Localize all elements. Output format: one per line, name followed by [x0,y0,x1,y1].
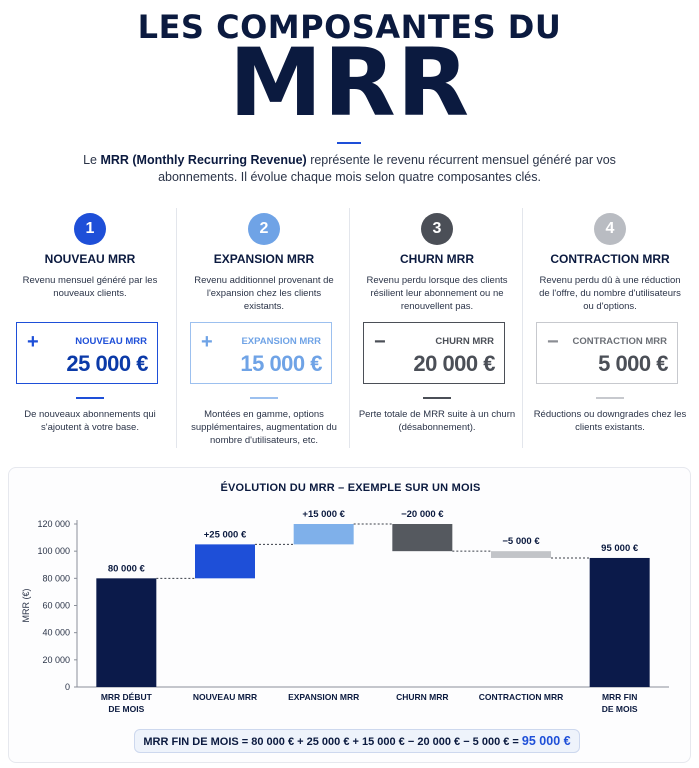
component-description: Revenu perdu dû à une réduction de l'offre, du nombre d'utilisateurs ou d'options. [539,275,681,312]
card-label: EXPANSION MRR [241,336,321,347]
card-accent-rule [423,397,451,399]
component-nouveau [3,208,177,448]
bar-churn-mrr [392,524,452,551]
data-label: −20 000 € [401,509,444,520]
component-title: CHURN MRR [400,252,474,266]
data-label: 95 000 € [601,542,639,554]
x-tick-label: DE MOIS [601,704,638,714]
plus-icon: + [27,331,39,353]
bar-contraction-mrr [491,551,551,558]
chart-panel [8,467,691,763]
card-label: CONTRACTION MRR [572,336,667,347]
x-tick-label: MRR FIN [601,692,638,702]
card-label: NOUVEAU MRR [75,336,147,347]
step-number-badge: 3 [421,213,453,245]
bar-mrr-d-but-de-mois [96,578,156,687]
value-card [16,322,158,384]
component-description: Revenu mensuel généré par les nouveaux clients. [22,275,158,299]
component-note: Perte totale de MRR suite à un churn (désabonnement). [358,409,516,433]
card-accent-rule [76,397,104,399]
x-tick-label: CONTRACTION MRR [478,692,564,702]
component-note: Montées en gamme, options supplémentaires, augmentation du nombre d'utilisateurs, etc. [191,409,337,446]
component-churn [349,208,523,448]
plus-icon: + [201,331,213,353]
step-number-badge: 4 [594,213,626,245]
component-title: CONTRACTION MRR [550,252,670,266]
data-label: −5 000 € [502,536,540,548]
component-contraction [522,208,696,448]
title-accent-rule [337,142,361,144]
card-label: CHURN MRR [435,336,494,347]
title-line-1: LES COMPOSANTES DU [137,8,562,46]
value-card [536,322,678,384]
x-tick-label: NOUVEAU MRR [192,692,258,702]
card-value: 25 000 € [66,351,148,376]
component-note: Réductions ou downgrades chez les clients existants. [533,409,687,433]
card-value: 5 000 € [598,351,668,376]
component-title: NOUVEAU MRR [44,252,136,266]
value-card [190,322,332,384]
intro-bold: MRR (Monthly Recurring Revenue) [100,153,307,167]
value-card [363,322,505,384]
y-tick-label: 100 000 [37,546,70,557]
bar-mrr-fin-de-mois [590,558,650,687]
intro-prefix: Le [83,153,101,167]
y-tick-label: 80 000 [42,573,70,584]
card-accent-rule [250,397,278,399]
minus-icon: − [547,331,559,353]
x-tick-label: CHURN MRR [396,692,449,702]
component-description: Revenu additionnel provenant de l'expansion chez les clients existants. [194,275,334,312]
formula-box [134,729,580,753]
component-description: Revenu perdu lorsque des clients résilient leur abonnement ou ne renouvellent pas. [366,275,508,312]
component-note: De nouveaux abonnements qui s'ajoutent à votre base. [24,409,156,433]
step-number-badge: 2 [248,213,280,245]
x-tick-label: EXPANSION MRR [288,692,360,702]
y-tick-label: 40 000 [42,627,70,638]
intro-paragraph [60,152,639,186]
component-expansion [176,208,350,448]
y-axis-label: MRR (€) [21,588,31,623]
x-tick-label: MRR DÉBUT [100,692,152,702]
bar-nouveau-mrr [195,544,255,578]
formula-result: 95 000 € [521,734,571,748]
data-label: 80 000 € [107,563,145,575]
waterfall-chart [9,468,692,764]
step-number-badge: 1 [74,213,106,245]
x-tick-label: DE MOIS [108,704,145,714]
y-tick-label: 120 000 [37,519,70,529]
card-value: 15 000 € [240,351,322,376]
y-tick-label: 60 000 [42,600,70,611]
data-label: +15 000 € [302,509,345,520]
title-mrr: MRR [228,29,471,138]
card-accent-rule [596,397,624,399]
intro-rest: représente le revenu récurrent mensuel généré par vos abonnements. Il évolue chaque mois selon quatre composantes clés. [158,153,616,184]
data-label: +25 000 € [203,529,247,541]
y-tick-label: 0 [64,682,70,692]
card-value: 20 000 € [413,351,495,376]
formula-text: MRR FIN DE MOIS = 80 000 € + 25 000 € + 15 000 € − 20 000 € − 5 000 € = [143,736,522,748]
bar-expansion-mrr [294,524,354,544]
minus-icon: − [374,331,386,353]
component-title: EXPANSION MRR [213,252,315,266]
chart-title: ÉVOLUTION DU MRR – EXEMPLE SUR UN MOIS [220,482,481,494]
y-tick-label: 20 000 [42,654,70,665]
